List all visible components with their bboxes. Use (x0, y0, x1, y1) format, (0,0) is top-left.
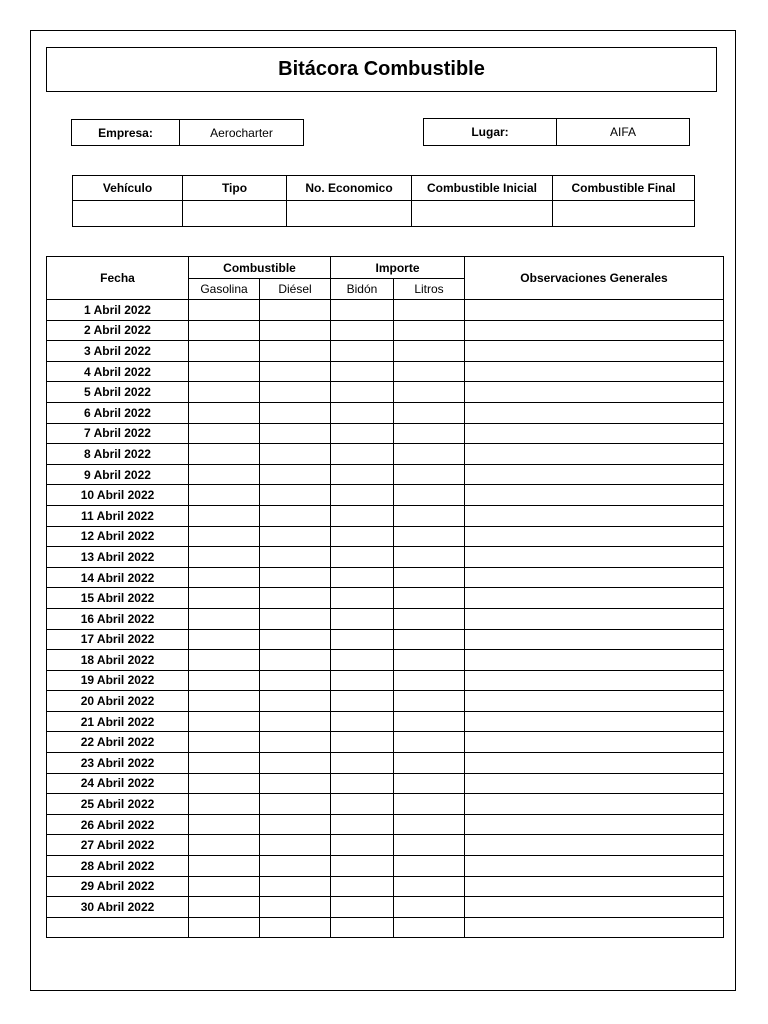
cell-litros[interactable] (394, 856, 465, 877)
cell-litros[interactable] (394, 320, 465, 341)
cell-observaciones[interactable] (465, 650, 724, 671)
cell-fecha: 24 Abril 2022 (47, 773, 189, 794)
cell-bidon[interactable] (331, 835, 394, 856)
table-row (47, 567, 724, 588)
cell-observaciones[interactable] (465, 917, 724, 938)
cell-diesel[interactable] (260, 341, 331, 362)
cell-litros[interactable] (394, 711, 465, 732)
cell-fecha: 30 Abril 2022 (47, 897, 189, 918)
cell-litros[interactable] (394, 794, 465, 815)
cell-gasolina[interactable] (189, 670, 260, 691)
cell-bidon[interactable] (331, 402, 394, 423)
cell-litros[interactable] (394, 650, 465, 671)
header-fecha: Fecha (47, 257, 189, 300)
cell-gasolina[interactable] (189, 423, 260, 444)
cell-observaciones[interactable] (465, 423, 724, 444)
vehicle-header-no-economico: No. Economico (287, 176, 412, 201)
cell-gasolina[interactable] (189, 382, 260, 403)
cell-diesel[interactable] (260, 464, 331, 485)
cell-bidon[interactable] (331, 464, 394, 485)
table-row (47, 835, 724, 856)
cell-fecha: 17 Abril 2022 (47, 629, 189, 650)
cell-bidon[interactable] (331, 876, 394, 897)
cell-observaciones[interactable] (465, 711, 724, 732)
cell-diesel[interactable] (260, 917, 331, 938)
cell-litros[interactable] (394, 505, 465, 526)
cell-bidon[interactable] (331, 856, 394, 877)
cell-litros[interactable] (394, 876, 465, 897)
cell-fecha: 27 Abril 2022 (47, 835, 189, 856)
cell-gasolina[interactable] (189, 711, 260, 732)
cell-litros[interactable] (394, 732, 465, 753)
cell-fecha: 29 Abril 2022 (47, 876, 189, 897)
cell-fecha: 1 Abril 2022 (47, 300, 189, 321)
cell-diesel[interactable] (260, 485, 331, 506)
cell-gasolina[interactable] (189, 814, 260, 835)
cell-observaciones[interactable] (465, 794, 724, 815)
cell-gasolina[interactable] (189, 753, 260, 774)
cell-bidon[interactable] (331, 917, 394, 938)
cell-litros[interactable] (394, 361, 465, 382)
cell-observaciones[interactable] (465, 320, 724, 341)
cell-bidon[interactable] (331, 444, 394, 465)
cell-diesel[interactable] (260, 814, 331, 835)
cell-fecha: 28 Abril 2022 (47, 856, 189, 877)
header-bidon: Bidón (331, 279, 394, 300)
cell-observaciones[interactable] (465, 753, 724, 774)
vehicle-table (72, 175, 695, 227)
cell-litros[interactable] (394, 485, 465, 506)
cell-gasolina[interactable] (189, 608, 260, 629)
cell-fecha: 18 Abril 2022 (47, 650, 189, 671)
cell-litros[interactable] (394, 670, 465, 691)
cell-observaciones[interactable] (465, 876, 724, 897)
cell-bidon[interactable] (331, 670, 394, 691)
cell-observaciones[interactable] (465, 835, 724, 856)
cell-bidon[interactable] (331, 897, 394, 918)
cell-bidon[interactable] (331, 711, 394, 732)
cell-fecha: 23 Abril 2022 (47, 753, 189, 774)
cell-diesel[interactable] (260, 588, 331, 609)
cell-bidon[interactable] (331, 608, 394, 629)
cell-fecha (47, 917, 189, 938)
header-diesel: Diésel (260, 279, 331, 300)
cell-diesel[interactable] (260, 650, 331, 671)
cell-diesel[interactable] (260, 897, 331, 918)
cell-observaciones[interactable] (465, 897, 724, 918)
cell-bidon[interactable] (331, 629, 394, 650)
header-gasolina: Gasolina (189, 279, 260, 300)
cell-litros[interactable] (394, 547, 465, 568)
cell-bidon[interactable] (331, 732, 394, 753)
cell-litros[interactable] (394, 814, 465, 835)
cell-bidon[interactable] (331, 320, 394, 341)
cell-diesel[interactable] (260, 691, 331, 712)
cell-litros[interactable] (394, 423, 465, 444)
table-row (47, 361, 724, 382)
table-row (47, 670, 724, 691)
cell-gasolina[interactable] (189, 361, 260, 382)
cell-diesel[interactable] (260, 505, 331, 526)
lugar-value[interactable]: AIFA (557, 119, 690, 146)
cell-gasolina[interactable] (189, 897, 260, 918)
cell-observaciones[interactable] (465, 547, 724, 568)
cell-gasolina[interactable] (189, 876, 260, 897)
cell-diesel[interactable] (260, 773, 331, 794)
cell-litros[interactable] (394, 526, 465, 547)
cell-litros[interactable] (394, 588, 465, 609)
cell-litros[interactable] (394, 835, 465, 856)
cell-bidon[interactable] (331, 526, 394, 547)
table-row (47, 650, 724, 671)
vehicle-cell-vehiculo[interactable] (73, 201, 183, 227)
cell-observaciones[interactable] (465, 505, 724, 526)
cell-bidon[interactable] (331, 773, 394, 794)
cell-gasolina[interactable] (189, 773, 260, 794)
cell-diesel[interactable] (260, 361, 331, 382)
cell-gasolina[interactable] (189, 917, 260, 938)
cell-fecha: 22 Abril 2022 (47, 732, 189, 753)
cell-observaciones[interactable] (465, 670, 724, 691)
table-row (47, 341, 724, 362)
cell-diesel[interactable] (260, 794, 331, 815)
cell-fecha: 14 Abril 2022 (47, 567, 189, 588)
cell-fecha: 13 Abril 2022 (47, 547, 189, 568)
cell-diesel[interactable] (260, 711, 331, 732)
cell-litros[interactable] (394, 341, 465, 362)
cell-gasolina[interactable] (189, 650, 260, 671)
vehicle-cell-combustible-inicial[interactable] (412, 201, 553, 227)
cell-diesel[interactable] (260, 402, 331, 423)
empresa-table (71, 119, 304, 146)
cell-observaciones[interactable] (465, 629, 724, 650)
cell-gasolina[interactable] (189, 567, 260, 588)
empresa-value[interactable]: Aerocharter (180, 120, 304, 146)
cell-fecha: 6 Abril 2022 (47, 402, 189, 423)
table-row (47, 485, 724, 506)
cell-diesel[interactable] (260, 526, 331, 547)
cell-bidon[interactable] (331, 691, 394, 712)
cell-observaciones[interactable] (465, 485, 724, 506)
cell-fecha: 26 Abril 2022 (47, 814, 189, 835)
cell-litros[interactable] (394, 300, 465, 321)
table-row (47, 300, 724, 321)
cell-fecha: 21 Abril 2022 (47, 711, 189, 732)
cell-observaciones[interactable] (465, 444, 724, 465)
cell-fecha: 4 Abril 2022 (47, 361, 189, 382)
table-row (47, 629, 724, 650)
table-row (47, 423, 724, 444)
cell-litros[interactable] (394, 753, 465, 774)
vehicle-cell-no-economico[interactable] (287, 201, 412, 227)
cell-observaciones[interactable] (465, 608, 724, 629)
cell-diesel[interactable] (260, 320, 331, 341)
table-row (47, 856, 724, 877)
cell-observaciones[interactable] (465, 341, 724, 362)
vehicle-header-tipo: Tipo (183, 176, 287, 201)
table-row (47, 382, 724, 403)
table-row (47, 691, 724, 712)
cell-gasolina[interactable] (189, 588, 260, 609)
empresa-label: Empresa: (72, 120, 180, 146)
cell-gasolina[interactable] (189, 320, 260, 341)
cell-bidon[interactable] (331, 505, 394, 526)
vehicle-header-vehiculo: Vehículo (73, 176, 183, 201)
cell-fecha: 8 Abril 2022 (47, 444, 189, 465)
cell-fecha: 5 Abril 2022 (47, 382, 189, 403)
cell-litros[interactable] (394, 773, 465, 794)
cell-litros[interactable] (394, 444, 465, 465)
cell-diesel[interactable] (260, 300, 331, 321)
vehicle-header-combustible-final: Combustible Final (553, 176, 695, 201)
vehicle-cell-combustible-final[interactable] (553, 201, 695, 227)
cell-fecha: 19 Abril 2022 (47, 670, 189, 691)
table-row (47, 917, 724, 938)
table-row (47, 711, 724, 732)
cell-fecha: 16 Abril 2022 (47, 608, 189, 629)
cell-bidon[interactable] (331, 588, 394, 609)
cell-bidon[interactable] (331, 382, 394, 403)
table-row (47, 444, 724, 465)
cell-gasolina[interactable] (189, 629, 260, 650)
table-row (47, 753, 724, 774)
cell-bidon[interactable] (331, 361, 394, 382)
cell-fecha: 9 Abril 2022 (47, 464, 189, 485)
table-row (47, 505, 724, 526)
cell-fecha: 25 Abril 2022 (47, 794, 189, 815)
cell-gasolina[interactable] (189, 732, 260, 753)
cell-diesel[interactable] (260, 547, 331, 568)
cell-diesel[interactable] (260, 732, 331, 753)
table-row (47, 320, 724, 341)
cell-fecha: 3 Abril 2022 (47, 341, 189, 362)
vehicle-cell-tipo[interactable] (183, 201, 287, 227)
cell-diesel[interactable] (260, 608, 331, 629)
cell-diesel[interactable] (260, 670, 331, 691)
cell-observaciones[interactable] (465, 382, 724, 403)
cell-fecha: 11 Abril 2022 (47, 505, 189, 526)
cell-bidon[interactable] (331, 547, 394, 568)
cell-fecha: 20 Abril 2022 (47, 691, 189, 712)
cell-bidon[interactable] (331, 794, 394, 815)
table-row (47, 814, 724, 835)
header-observaciones: Observaciones Generales (465, 257, 724, 300)
cell-fecha: 2 Abril 2022 (47, 320, 189, 341)
cell-fecha: 12 Abril 2022 (47, 526, 189, 547)
vehicle-header-combustible-inicial: Combustible Inicial (412, 176, 553, 201)
cell-bidon[interactable] (331, 423, 394, 444)
cell-gasolina[interactable] (189, 464, 260, 485)
cell-gasolina[interactable] (189, 856, 260, 877)
cell-litros[interactable] (394, 402, 465, 423)
cell-bidon[interactable] (331, 567, 394, 588)
table-row (47, 526, 724, 547)
cell-litros[interactable] (394, 464, 465, 485)
cell-gasolina[interactable] (189, 505, 260, 526)
cell-diesel[interactable] (260, 382, 331, 403)
table-row (47, 464, 724, 485)
cell-observaciones[interactable] (465, 773, 724, 794)
header-combustible: Combustible (189, 257, 331, 279)
cell-bidon[interactable] (331, 814, 394, 835)
cell-diesel[interactable] (260, 423, 331, 444)
page-title: Bitácora Combustible (46, 47, 717, 92)
cell-gasolina[interactable] (189, 794, 260, 815)
cell-fecha: 7 Abril 2022 (47, 423, 189, 444)
table-row (47, 402, 724, 423)
cell-diesel[interactable] (260, 835, 331, 856)
cell-gasolina[interactable] (189, 835, 260, 856)
cell-gasolina[interactable] (189, 402, 260, 423)
cell-fecha: 15 Abril 2022 (47, 588, 189, 609)
cell-gasolina[interactable] (189, 485, 260, 506)
cell-diesel[interactable] (260, 567, 331, 588)
cell-bidon[interactable] (331, 650, 394, 671)
cell-observaciones[interactable] (465, 691, 724, 712)
cell-observaciones[interactable] (465, 856, 724, 877)
header-importe: Importe (331, 257, 465, 279)
table-row (47, 608, 724, 629)
cell-gasolina[interactable] (189, 691, 260, 712)
fuel-log-table (46, 256, 724, 938)
cell-observaciones[interactable] (465, 402, 724, 423)
cell-bidon[interactable] (331, 300, 394, 321)
cell-bidon[interactable] (331, 753, 394, 774)
header-litros: Litros (394, 279, 465, 300)
cell-litros[interactable] (394, 567, 465, 588)
cell-diesel[interactable] (260, 629, 331, 650)
table-row (47, 588, 724, 609)
cell-fecha: 10 Abril 2022 (47, 485, 189, 506)
cell-bidon[interactable] (331, 485, 394, 506)
cell-observaciones[interactable] (465, 814, 724, 835)
cell-litros[interactable] (394, 629, 465, 650)
cell-litros[interactable] (394, 897, 465, 918)
cell-observaciones[interactable] (465, 464, 724, 485)
cell-gasolina[interactable] (189, 341, 260, 362)
lugar-table (423, 118, 690, 146)
table-row (47, 773, 724, 794)
cell-litros[interactable] (394, 691, 465, 712)
table-row (47, 732, 724, 753)
table-row (47, 794, 724, 815)
cell-diesel[interactable] (260, 856, 331, 877)
cell-litros[interactable] (394, 917, 465, 938)
cell-litros[interactable] (394, 608, 465, 629)
cell-gasolina[interactable] (189, 526, 260, 547)
cell-observaciones[interactable] (465, 588, 724, 609)
cell-litros[interactable] (394, 382, 465, 403)
cell-bidon[interactable] (331, 341, 394, 362)
cell-observaciones[interactable] (465, 567, 724, 588)
cell-diesel[interactable] (260, 753, 331, 774)
cell-diesel[interactable] (260, 876, 331, 897)
lugar-label: Lugar: (424, 119, 557, 146)
cell-gasolina[interactable] (189, 547, 260, 568)
table-row (47, 876, 724, 897)
cell-observaciones[interactable] (465, 361, 724, 382)
cell-gasolina[interactable] (189, 300, 260, 321)
cell-observaciones[interactable] (465, 526, 724, 547)
table-row (47, 897, 724, 918)
cell-gasolina[interactable] (189, 444, 260, 465)
cell-observaciones[interactable] (465, 732, 724, 753)
cell-observaciones[interactable] (465, 300, 724, 321)
table-row (47, 547, 724, 568)
cell-diesel[interactable] (260, 444, 331, 465)
